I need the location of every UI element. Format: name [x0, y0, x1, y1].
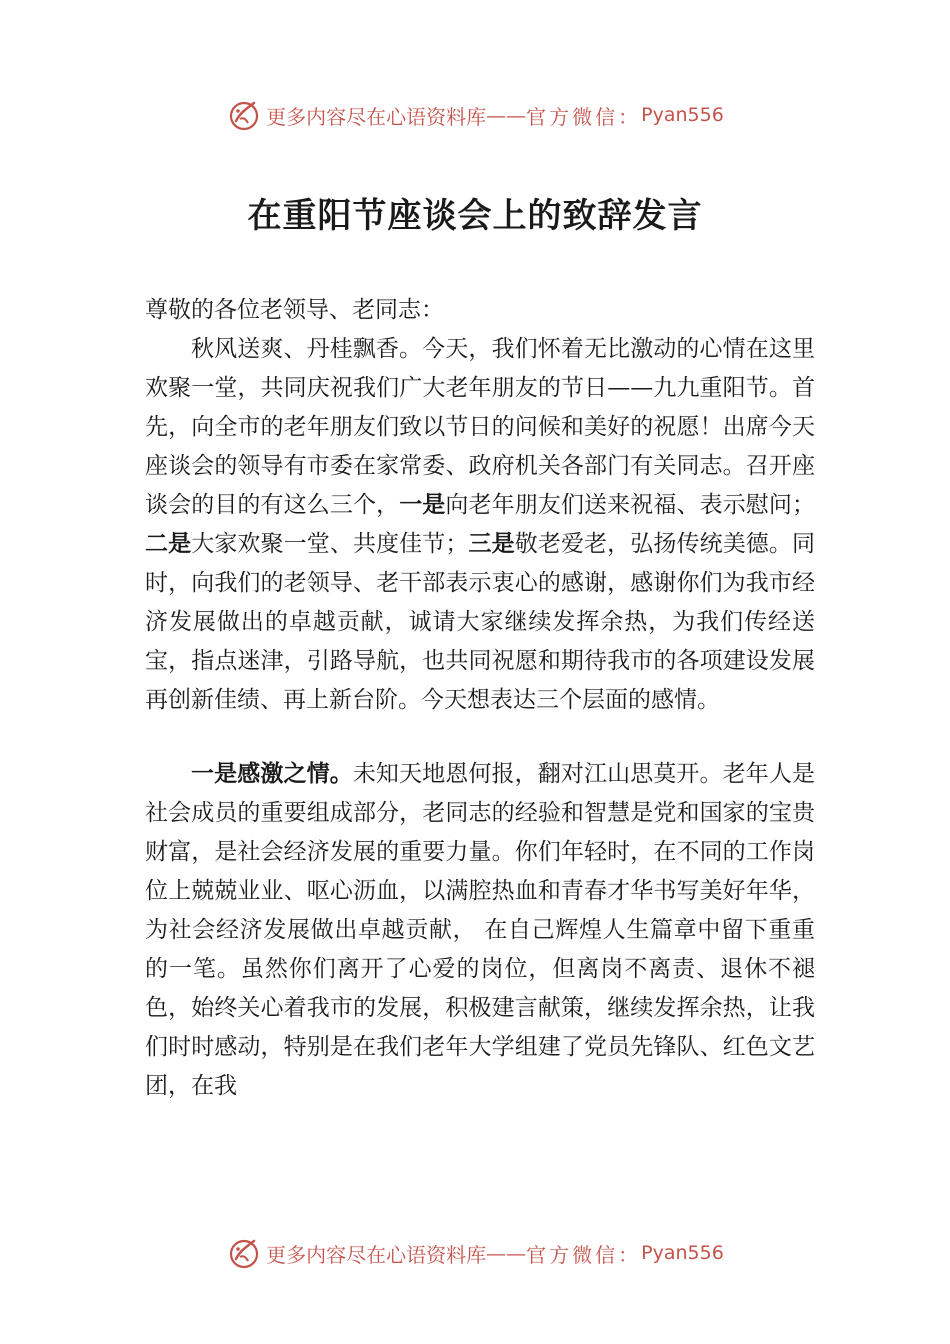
footer-watermark: [0, 1233, 950, 1273]
watermark-wechat-id: Pyan556: [641, 1242, 724, 1264]
document-title: 在重阳节座谈会上的致辞发言: [247, 196, 703, 236]
emphasis-first: 一是: [399, 492, 446, 518]
paragraph-gratitude: [145, 755, 815, 1106]
salutation: 尊敬的各位老领导、老同志：: [145, 297, 444, 323]
section-heading-gratitude: 一是感激之情。: [191, 761, 353, 787]
watermark-main-text: 更多内容尽在心语资料库: [266, 1242, 487, 1267]
paragraph-intro: [145, 330, 815, 720]
watermark-wechat-id: Pyan556: [641, 104, 724, 126]
watermark-wechat-label: 官方微信：: [526, 104, 642, 129]
emphasis-second: 二是: [145, 531, 192, 557]
ink-brush-logo-icon: [226, 1235, 262, 1271]
intro-text-4: 敬老爱老，弘扬传统美德。同时，向我们的老领导、老干部表示衷心的感谢，感谢你们为我市经济发展做出的卓越贡献，诚请大家继续发挥余热，为我们传经送宝，指点迷津，引路导航，也共同祝愿和期待我市的各项建设发展再创新佳绩、再上新台阶。今天想表达三个层面的感情。: [145, 531, 816, 713]
watermark-wechat-label: 官方微信：: [526, 1242, 642, 1267]
intro-text-1: 秋风送爽、丹桂飘香。今天，我们怀着无比激动的心情在这里欢聚一堂，共同庆祝我们广大老年朋友的节日——九九重阳节。首先，向全市的老年朋友们致以节日的问候和美好的祝愿！出席今天座谈会的领导有市委在家常委、政府机关各部门有关同志。召开座谈会的目的有这么三个，: [145, 336, 815, 518]
ink-brush-logo-icon: [226, 97, 262, 133]
emphasis-third: 三是: [468, 531, 515, 557]
watermark-main-text: 更多内容尽在心语资料库: [266, 104, 487, 129]
watermark-dash: ——: [486, 103, 527, 127]
header-watermark: [0, 95, 950, 135]
intro-text-3: 大家欢聚一堂、共度佳节；: [191, 531, 469, 557]
gratitude-text: 未知天地恩何报，翻对江山思莫开。老年人是社会成员的重要组成部分，老同志的经验和智慧是党和国家的宝贵财富，是社会经济发展的重要力量。你们年轻时，在不同的工作岗位上兢兢业业、呕心沥血，以满腔热血和青春才华书写美好年华，为社会经济发展做出卓越贡献， 在自己辉煌人生篇章中留下重重的一笔。虽然你们离开了心爱的岗位，但离岗不离责、退休不褪色，始终关心着我市的发展，积极建言献策，继续发挥余热，让我们时时感动，特别是在我们老年大学组建了党员先锋队、红色文艺团，在我: [145, 761, 816, 1099]
intro-text-2: 向老年朋友们送来祝福、表示慰问；: [445, 492, 816, 518]
watermark-dash: ——: [486, 1241, 527, 1265]
